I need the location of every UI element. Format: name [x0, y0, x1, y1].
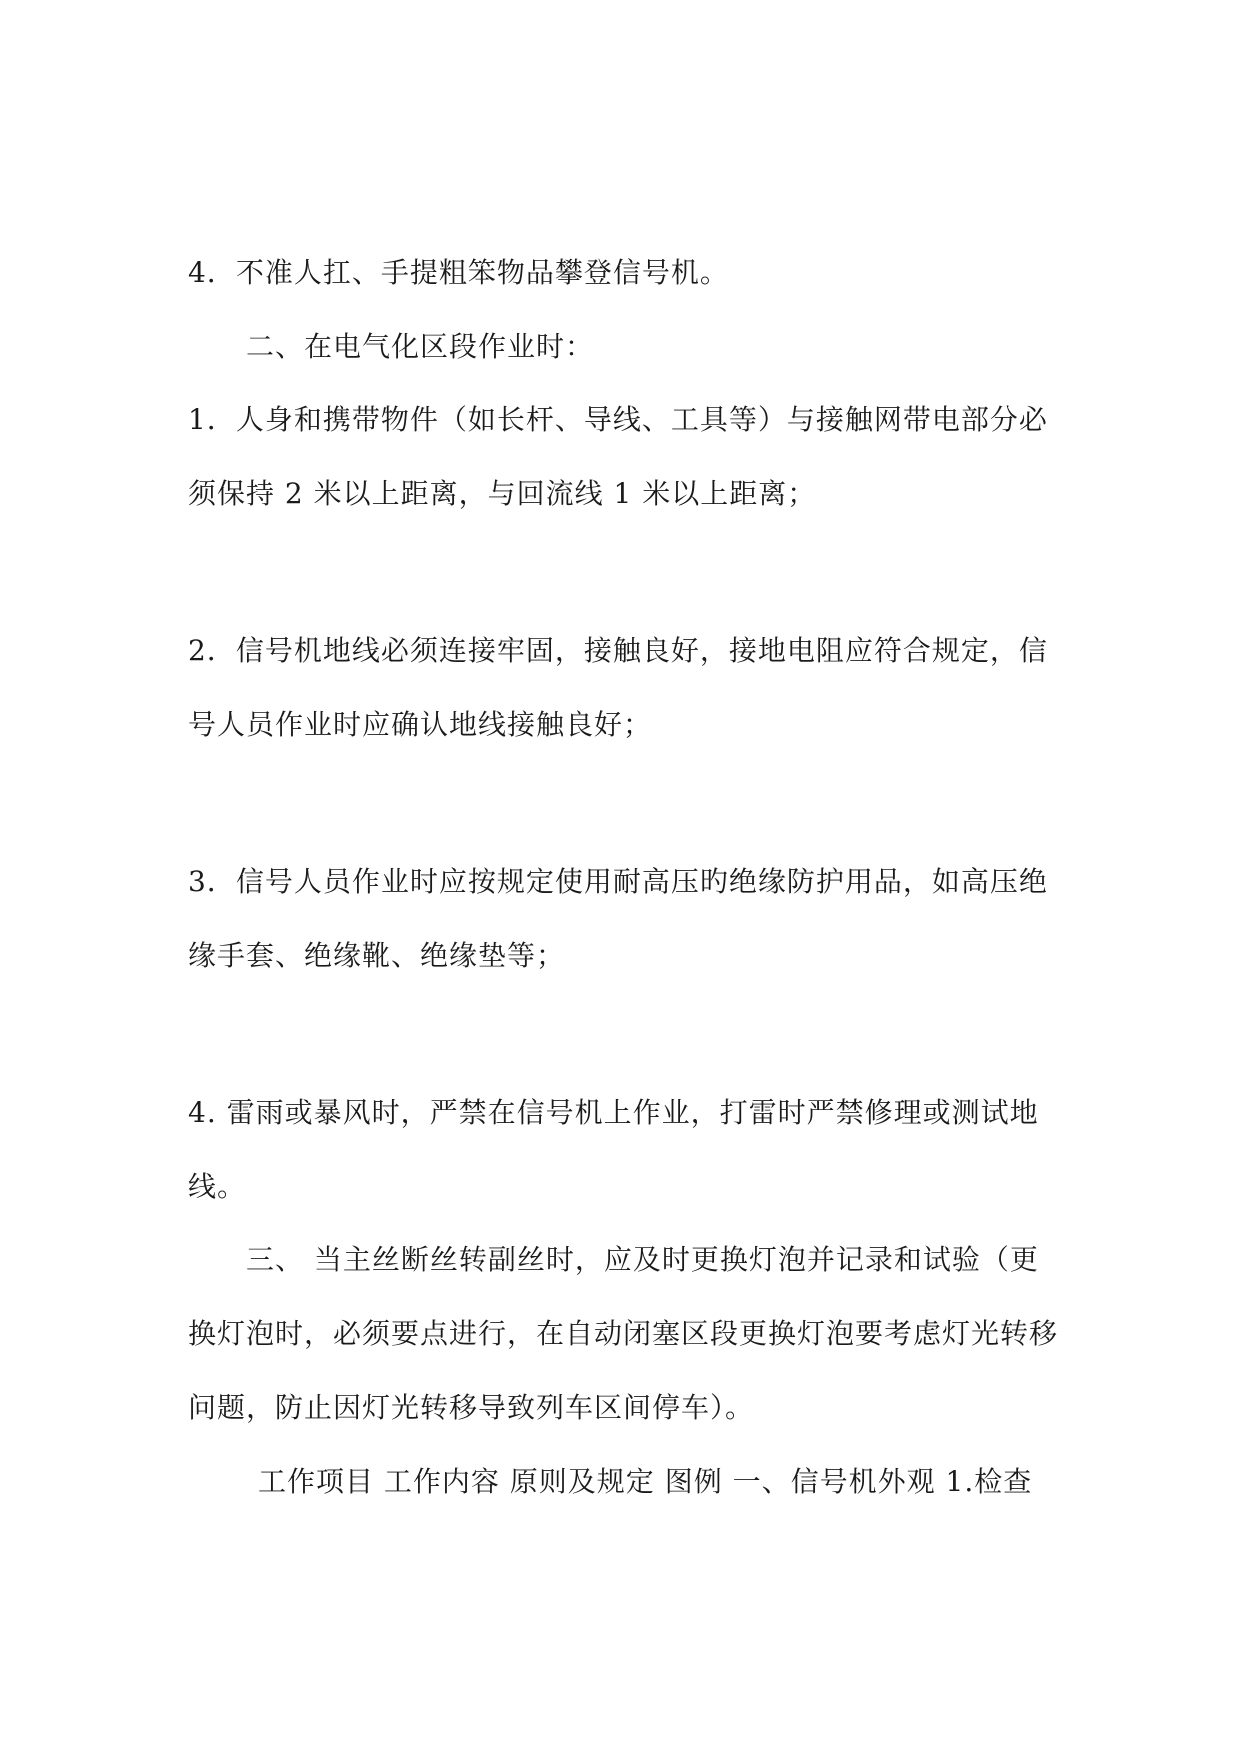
paragraph-line-12: 换灯泡时，必须要点进行，在自动闭塞区段更换灯泡要考虑灯光转移: [188, 1317, 1059, 1350]
paragraph-line-3: 1．人身和携带物件（如长杆、导线、工具等）与接触网带电部分必: [188, 403, 1048, 436]
section-heading-2: 二、在电气化区段作业时：: [246, 330, 595, 363]
paragraph-line-5: 2．信号机地线必须连接牢固，接触良好，接地电阻应符合规定，信: [188, 634, 1048, 667]
paragraph-line-7: 3．信号人员作业时应按规定使用耐高压旳绝缘防护用品，如高压绝: [188, 865, 1048, 898]
paragraph-line-9: 4. 雷雨或暴风时，严禁在信号机上作业，打雷时严禁修理或测试地: [188, 1096, 1039, 1129]
paragraph-line-1: 4．不准人扛、手提粗笨物品攀登信号机。: [188, 256, 729, 289]
paragraph-line-10: 线。: [188, 1170, 247, 1203]
table-header-line: 工作项目 工作内容 原则及规定 图例 一、信号机外观 1.检查: [258, 1465, 1033, 1498]
paragraph-line-13: 问题，防止因灯光转移导致列车区间停车）。: [188, 1391, 755, 1424]
paragraph-line-6: 号人员作业时应确认地线接触良好；: [188, 708, 653, 741]
section-heading-3: 三、 当主丝断丝转副丝时，应及时更换灯泡并记录和试验（更: [246, 1243, 1039, 1276]
paragraph-line-8: 缘手套、绝缘靴、绝缘垫等；: [188, 939, 566, 972]
paragraph-line-4: 须保持 2 米以上距离，与回流线 1 米以上距离；: [188, 477, 817, 510]
